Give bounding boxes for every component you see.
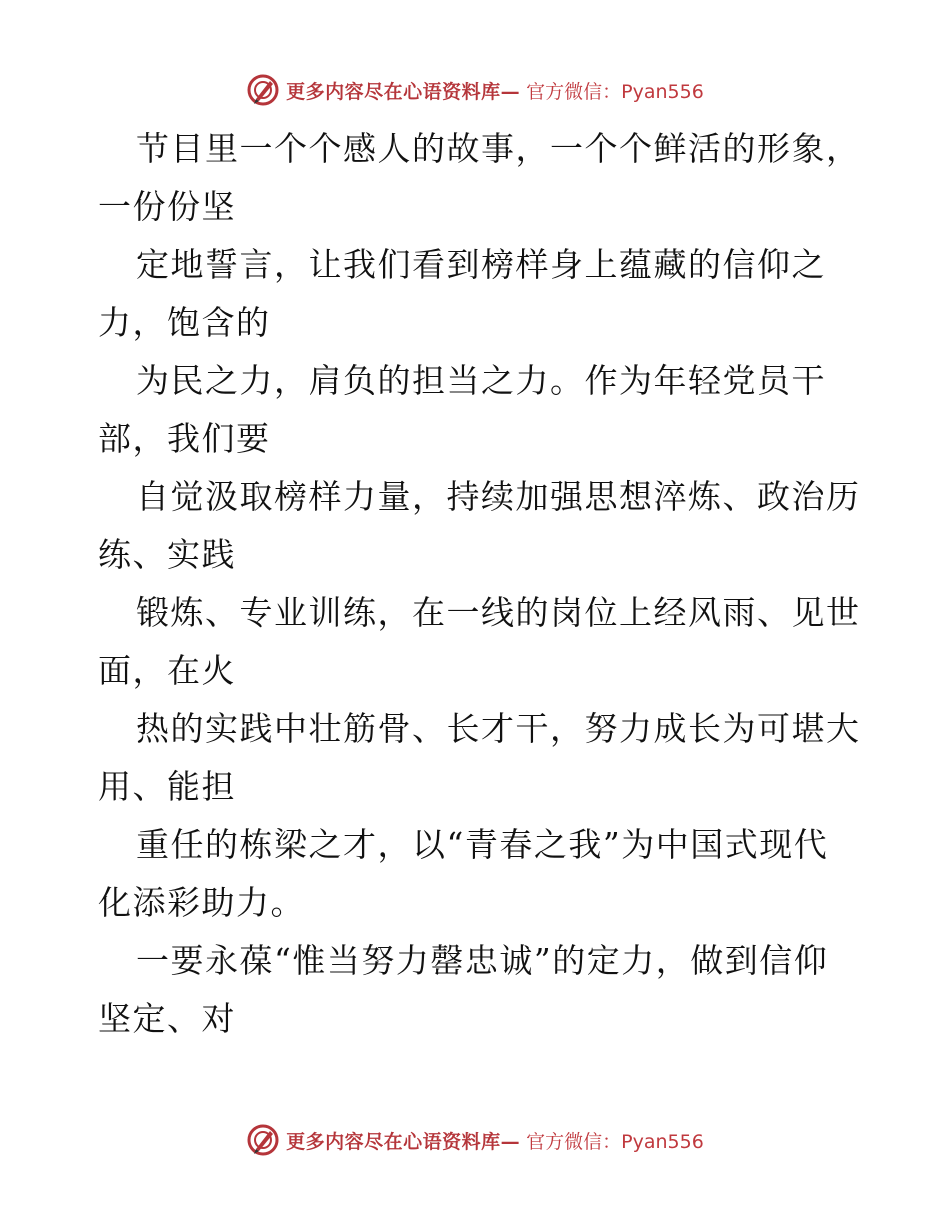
document-body: [98, 120, 861, 1048]
pen-circle-logo-icon: [246, 73, 280, 107]
body-line: 部，我们要: [98, 419, 271, 458]
body-line: 练、实践: [98, 535, 236, 574]
header-banner: [0, 70, 950, 110]
body-line: 化添彩助力。: [98, 883, 305, 922]
body-line: 面，在火: [98, 651, 236, 690]
body-line: 定地誓言，让我们看到榜样身上蕴藏的信仰之: [136, 245, 826, 284]
footer-banner-text: 更多内容尽在心语资料库—: [286, 1130, 521, 1153]
footer-banner: [0, 1120, 950, 1160]
body-line: 节目里一个个感人的故事，一个个鲜活的形象，: [136, 129, 861, 168]
body-line: 用、能担: [98, 767, 236, 806]
body-line: 一要永葆“惟当努力罄忠诚”的定力，做到信仰: [136, 941, 829, 980]
pen-circle-logo-icon: [246, 1123, 280, 1157]
body-line: 一份份坚: [98, 187, 236, 226]
footer-banner-wechat: 官方微信：Pyan556: [526, 1130, 704, 1153]
body-line: 热的实践中壮筋骨、长才干，努力成长为可堪大: [136, 709, 861, 748]
body-line: 为民之力，肩负的担当之力。作为年轻党员干: [136, 361, 826, 400]
body-line: 坚定、对: [98, 999, 236, 1038]
body-line: 锻炼、专业训练，在一线的岗位上经风雨、见世: [136, 593, 861, 632]
body-line: 重任的栋梁之才，以“青春之我”为中国式现代: [136, 825, 829, 864]
body-line: 力，饱含的: [98, 303, 271, 342]
body-line: 自觉汲取榜样力量，持续加强思想淬炼、政治历: [136, 477, 861, 516]
header-banner-wechat: 官方微信：Pyan556: [526, 80, 704, 103]
header-banner-text: 更多内容尽在心语资料库—: [286, 80, 521, 103]
